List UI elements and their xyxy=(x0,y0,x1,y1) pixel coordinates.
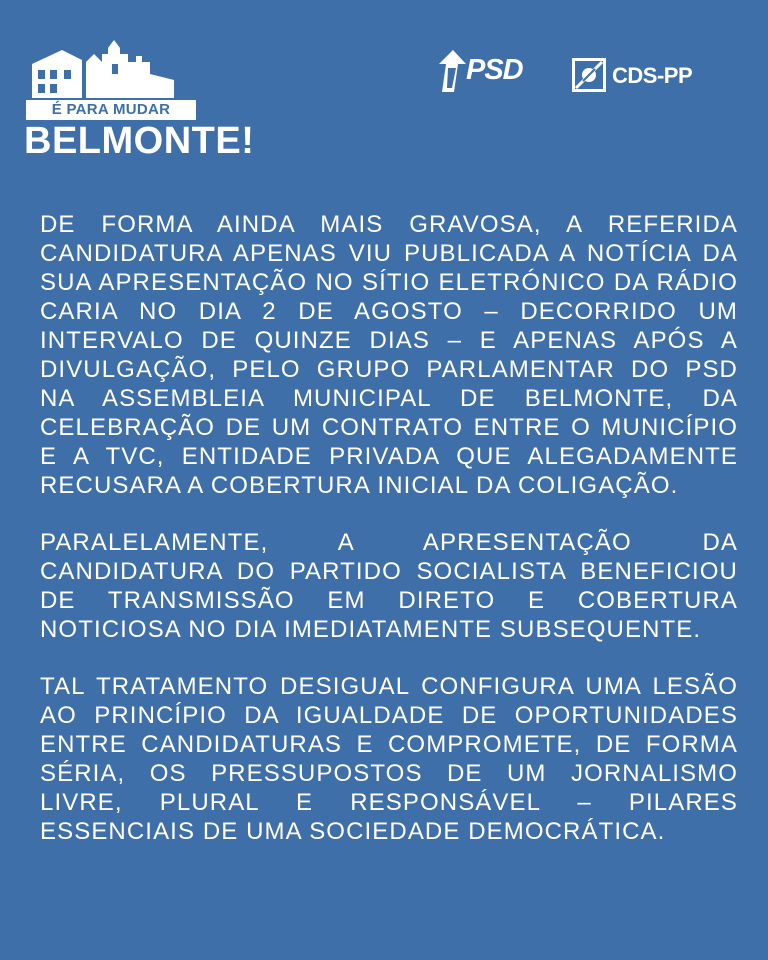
paragraph: TAL TRATAMENTO DESIGUAL CONFIGURA UMA LESÃO AO PRINCÍPIO DA IGUALDADE DE OPORTUNIDADES ENTRE CANDIDATURAS E COMPROMETE, DE FORMA SÉRIA, OS PRESSUPOSTOS DE UM JORNALISMO LIVRE, PLURAL E RESPONSÁVEL – PILARES ESSENCIAIS DE UMA SOCIEDADE DEMOCRÁTICA. xyxy=(40,673,738,845)
campaign-tagline: É PARA MUDAR xyxy=(26,100,196,120)
psd-arrow-icon xyxy=(436,48,470,94)
statement-body xyxy=(40,210,738,874)
psd-logo xyxy=(436,48,546,96)
cds-pp-logo-text: CDS-PP xyxy=(612,63,693,88)
paragraph: PARALELAMENTE, A APRESENTAÇÃO DA CANDIDATURA DO PARTIDO SOCIALISTA BENEFICIOU DE TRANSMISSÃO EM DIRETO E COBERTURA NOTICIOSA NO DIA IMEDIATAMENTE SUBSEQUENTE. xyxy=(40,529,738,643)
campaign-brand xyxy=(24,34,294,164)
psd-logo-text: PSD xyxy=(466,54,523,86)
cds-pp-logo xyxy=(572,58,732,94)
castle-icon xyxy=(24,34,184,102)
cds-pp-emblem-icon xyxy=(572,58,606,92)
campaign-name: BELMONTE! xyxy=(24,120,255,162)
paragraph: DE FORMA AINDA MAIS GRAVOSA, A REFERIDA CANDIDATURA APENAS VIU PUBLICADA A NOTÍCIA DA SUA APRESENTAÇÃO NO SÍTIO ELETRÓNICO DA RÁDIO CARIA NO DIA 2 DE AGOSTO – DECORRIDO UM INTERVALO DE QUINZE DIAS – E APENAS APÓS A DIVULGAÇÃO, PELO GRUPO PARLAMENTAR DO PSD NA ASSEMBLEIA MUNICIPAL DE BELMONTE, DA CELEBRAÇÃO DE UM CONTRATO ENTRE O MUNICÍPIO E A TVC, ENTIDADE PRIVADA QUE ALEGADAMENTE RECUSARA A COBERTURA INICIAL DA COLIGAÇÃO. xyxy=(40,211,738,499)
